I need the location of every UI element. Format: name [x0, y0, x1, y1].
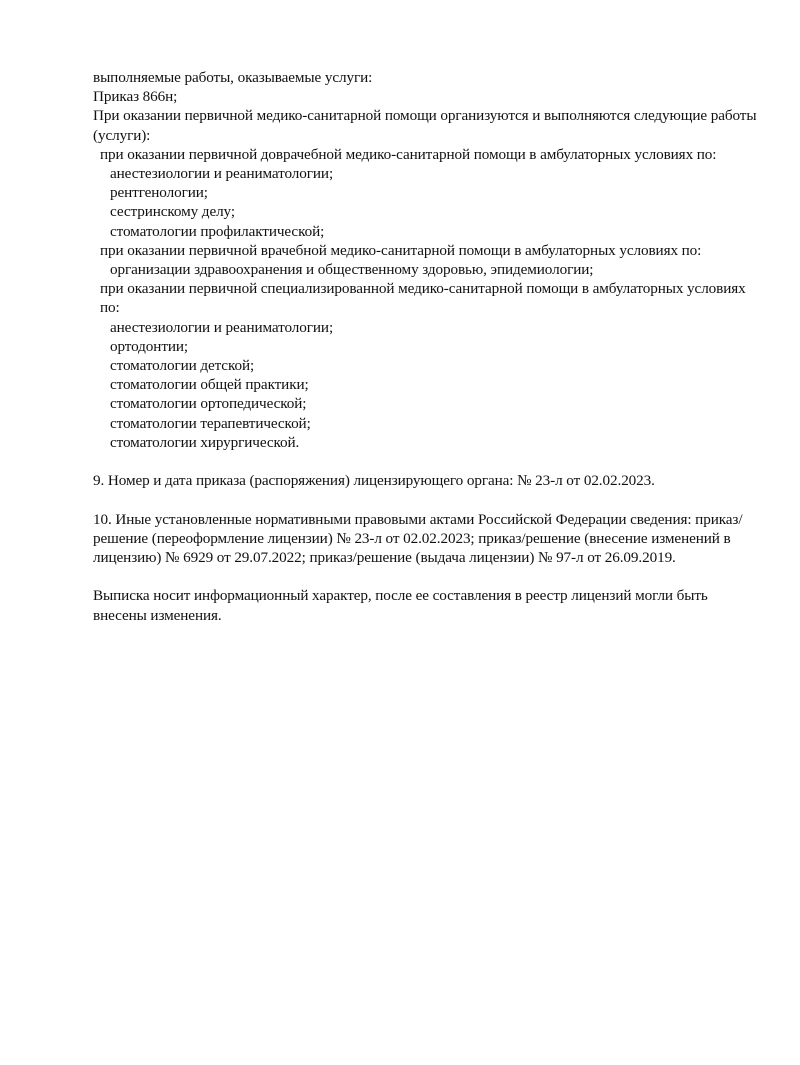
list-item: рентгенологии; — [110, 184, 208, 202]
spacer — [93, 490, 763, 509]
intro-label: выполняемые работы, оказываемые услуги: — [93, 69, 373, 86]
list-item: ортодонтии; — [110, 337, 189, 355]
spacer — [93, 452, 763, 471]
section-10-other-info: 10. Иные установленные нормативными правовыми актами Российской Федерации сведения: приказ/решение (переоформление лицензии) № 23-л от 02.02.2023; приказ/решение (внесение изменений в лицензию) № 6929 от 29.07.2022; приказ/решение (выдача лицензии) № 97-л от 26.09.2019. — [93, 510, 743, 567]
list-item: стоматологии хирургической. — [110, 433, 300, 451]
list-item: стоматологии общей практики; — [110, 376, 309, 394]
service-group-physician — [93, 241, 763, 279]
list-item: стоматологии терапевтической; — [110, 414, 311, 432]
list-item: сестринскому делу; — [110, 203, 235, 221]
group-heading: при оказании первичной доврачебной медико-санитарной помощи в амбулаторных условиях по: — [100, 145, 717, 163]
list-item: стоматологии ортопедической; — [110, 395, 307, 413]
group-heading: при оказании первичной специализированной медико-санитарной помощи в амбулаторных условиях по: — [100, 280, 746, 317]
order-reference: Приказ 866н; — [93, 88, 178, 106]
list-item: стоматологии детской; — [110, 357, 255, 375]
list-item: организации здравоохранения и общественному здоровью, эпидемиологии; — [110, 261, 594, 279]
list-item: анестезиологии и реаниматологии; — [110, 165, 334, 183]
disclaimer: Выписка носит информационный характер, после ее составления в реестр лицензий могли быть внесены изменения. — [93, 587, 708, 624]
spacer — [93, 567, 763, 586]
section-9-order-number: 9. Номер и дата приказа (распоряжения) лицензирующего органа: № 23-л от 02.02.2023. — [93, 472, 655, 490]
service-group-specialized — [93, 279, 763, 452]
list-item: анестезиологии и реаниматологии; — [110, 318, 334, 336]
services-intro: При оказании первичной медико-санитарной помощи организуются и выполняются следующие работы (услуги): — [93, 107, 757, 144]
service-group-prehospital — [93, 145, 763, 241]
document-page — [93, 68, 763, 625]
group-heading: при оказании первичной врачебной медико-санитарной помощи в амбулаторных условиях по: — [100, 241, 702, 259]
list-item: стоматологии профилактической; — [110, 222, 325, 240]
